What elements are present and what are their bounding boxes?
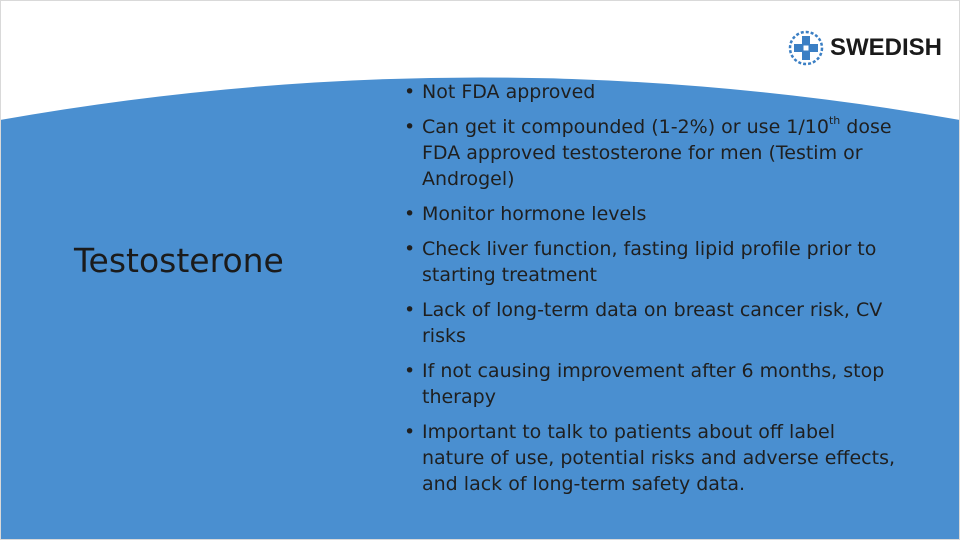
bullet-list — [402, 79, 902, 506]
swedish-logo — [788, 30, 942, 66]
superscript: th — [828, 113, 841, 127]
bullet-item: • Important to talk to patients about off label nature of use, potential risks and adverse effects, and lack of long-term safety data. — [402, 419, 902, 497]
swedish-cross-globe-icon — [788, 30, 824, 66]
bullet-item: • Lack of long-term data on breast cancer risk, CV risks — [402, 297, 902, 349]
slide-title: Testosterone — [74, 241, 284, 280]
bullet-item: • If not causing improvement after 6 months, stop therapy — [402, 358, 902, 410]
bullet-item: • Monitor hormone levels — [402, 201, 902, 227]
bullet-item: • Not FDA approved — [402, 79, 902, 105]
bullet-item: • Can get it compounded (1-2%) or use 1/10th dose FDA approved testosterone for men (Testim or Androgel) — [402, 114, 902, 192]
logo-text: SWEDISH — [830, 34, 943, 61]
bullet-item: • Check liver function, fasting lipid profile prior to starting treatment — [402, 236, 902, 288]
